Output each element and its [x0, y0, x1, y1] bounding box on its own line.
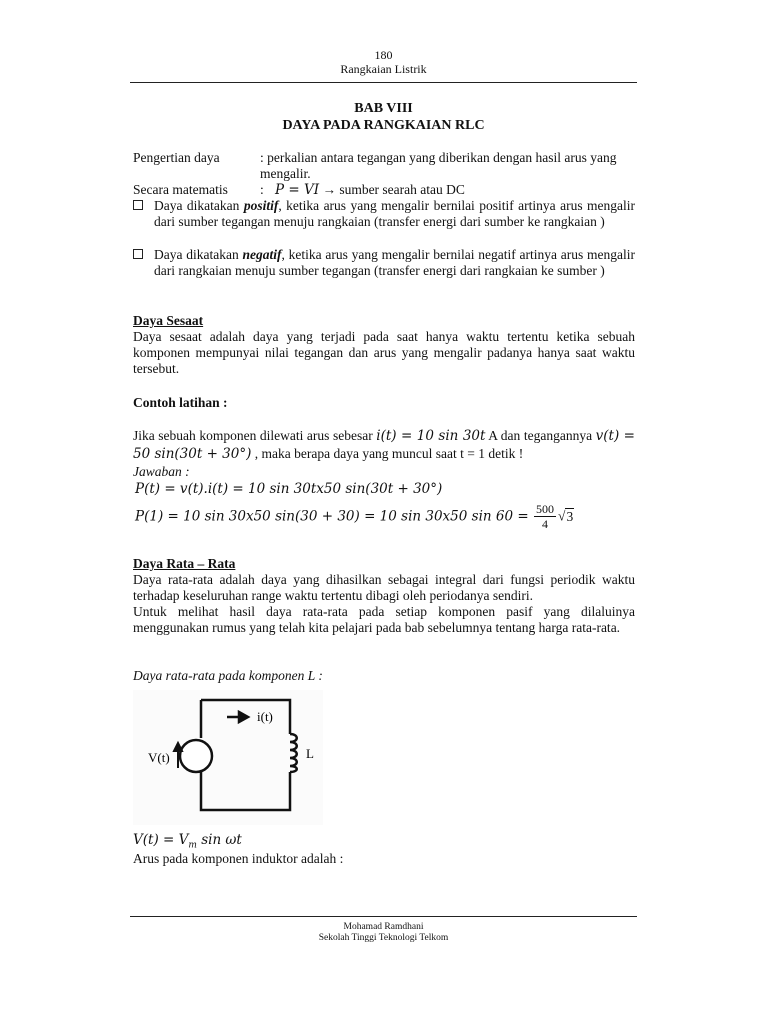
- definition-pengertian: [133, 150, 635, 184]
- footer-author: Mohamad Ramdhani: [343, 922, 424, 932]
- equation-voltage-source: $V(t) = V_m$ sin ωt: [133, 832, 242, 851]
- header-rule: [130, 82, 637, 83]
- voltage-source-icon: [180, 740, 212, 772]
- bullet-positif: Daya dikatakan positif, ketika arus yang mengalir bernilai positif artinya arus mengalir dari sumber tegangan menuju rangkaian (transfer energi dari sumber ke rangkaian ): [133, 198, 635, 230]
- daya-rata-paragraph-2: Untuk melihat hasil daya rata-rata pada setiap komponen pasif yang dilaluinya menggunakan rumus yang telah kita pelajari pada bab sebelumnya tentang harga rata-rata.: [133, 604, 635, 635]
- fraction: $\frac{500}{4}$: [536, 502, 555, 531]
- definition-matematis: [133, 182, 635, 198]
- equation-power-t: P(t) = v(t).i(t) = 10 sin 30tx50 sin(30t + 30°): [135, 481, 443, 497]
- jawaban-label: Jawaban :: [133, 464, 190, 479]
- checkbox-bullet-icon: [133, 200, 143, 210]
- formula-note: → sumber searah atau DC: [322, 182, 465, 197]
- definition-colon: :: [260, 182, 264, 197]
- bullet-negatif: Daya dikatakan negatif, ketika arus yang mengalir bernilai negatif artinya arus mengalir dari rangkaian menuju sumber tegangan (transfer energi dari rangkaian ke sumber ): [133, 247, 635, 279]
- definition-label: Secara matematis: [133, 182, 228, 197]
- definition-label: Pengertian daya: [133, 150, 220, 165]
- equation-power-1: P(1) = 10 sin 30x50 sin(30 + 30) = 10 sin 30x50 sin 60 = $\frac{500}{4}$ √3: [135, 502, 574, 531]
- source-label: V(t): [148, 750, 170, 765]
- power-formula: P = VI: [275, 182, 320, 198]
- emphasis-term: negatif: [242, 247, 282, 262]
- footer-rule: [130, 916, 637, 917]
- subheading-komponen-l: Daya rata-rata pada komponen L :: [133, 668, 323, 683]
- sqrt-symbol: √3: [558, 508, 574, 524]
- daya-rata-paragraph-1: Daya rata-rata adalah daya yang dihasilkan sebagai integral dari fungsi periodik waktu terhadap keseluruhan range waktu tertentu dibagi oleh periodanya sendiri.: [133, 572, 635, 603]
- rl-circuit-diagram: [133, 690, 323, 825]
- section-heading-contoh: Contoh latihan :: [133, 395, 228, 410]
- footer-institution: Sekolah Tinggi Teknologi Telkom: [318, 933, 449, 943]
- inductor-label: L: [306, 746, 314, 761]
- checkbox-bullet-icon: [133, 249, 143, 259]
- current-label: i(t): [257, 709, 273, 724]
- daya-sesaat-paragraph: Daya sesaat adalah daya yang terjadi pada saat hanya waktu tertentu ketika sebuah komponen mempunyai nilai tegangan dan arus yang mengalir padanya hanya saat waktu tersebut.: [133, 329, 635, 376]
- inductor-current-intro: Arus pada komponen induktor adalah :: [133, 851, 344, 866]
- definition-text: : perkalian antara tegangan yang diberikan dengan hasil arus yang mengalir.: [260, 150, 617, 181]
- section-heading-daya-sesaat: Daya Sesaat: [133, 313, 204, 328]
- running-title: Rangkaian Listrik: [340, 62, 427, 76]
- page-number: 180: [374, 48, 393, 62]
- contoh-question: Jika sebuah komponen dilewati arus sebesar i(t) = 10 sin 30t A dan tegangannya v(t) = 50 sin(30t + 30°) , maka berapa daya yang muncul saat t = 1 detik !: [133, 428, 635, 462]
- current-formula: i(t) = 10 sin 30t: [376, 428, 486, 444]
- emphasis-term: positif: [243, 198, 279, 213]
- chapter-name: DAYA PADA RANGKAIAN RLC: [282, 118, 485, 133]
- page-header: [130, 48, 637, 76]
- voltage-formula: v(t) = 50 sin(30t + 30°): [133, 428, 635, 462]
- page-footer: [130, 922, 637, 944]
- section-heading-daya-rata: Daya Rata – Rata: [133, 556, 236, 571]
- chapter-number: BAB VIII: [354, 101, 413, 116]
- chapter-title: [130, 100, 637, 134]
